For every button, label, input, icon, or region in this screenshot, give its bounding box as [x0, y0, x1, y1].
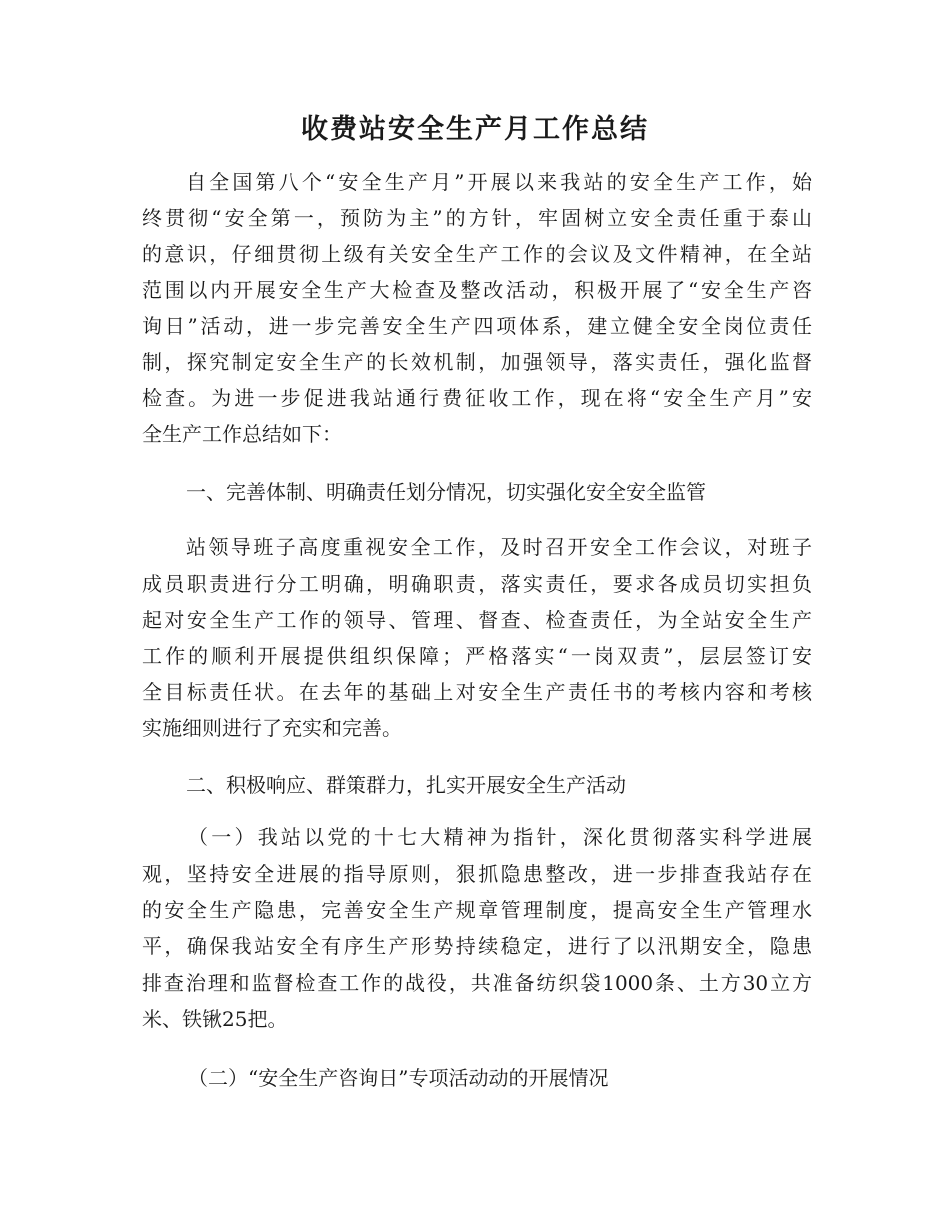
paragraph-3-line-4: 工作的顺利开展提供组织保障；严格落实“一岗双责”，层层签订安	[142, 644, 812, 668]
paragraph-5-line-2: 观，坚持安全进展的指导原则，狠抓隐患整改，进一步排查我站存在	[142, 862, 812, 886]
paragraph-5-line-6: 米、铁锹25把。	[142, 1007, 288, 1031]
paragraph-1-line-4: 范围以内开展安全生产大检查及整改活动，积极开展了“安全生产咨	[142, 278, 812, 302]
paragraph-3-line-3: 起对安全生产工作的领导、管理、督查、检查责任，为全站安全生产	[142, 608, 812, 632]
paragraph-3-line-2: 成员职责进行分工明确，明确职责，落实责任，要求各成员切实担负	[142, 572, 812, 596]
document-title: 收费站安全生产月工作总结	[301, 114, 649, 145]
paragraph-3-line-1: 站领导班子高度重视安全工作，及时召开安全工作会议，对班子	[186, 535, 812, 559]
paragraph-1-line-6: 制，探究制定安全生产的长效机制，加强领导，落实责任，强化监督	[142, 350, 812, 374]
paragraph-5-line-3: 的安全生产隐患，完善安全生产规章管理制度，提高安全生产管理水	[142, 898, 812, 922]
paragraph-1-line-1: 自全国第八个“安全生产月”开展以来我站的安全生产工作，始	[186, 170, 812, 194]
paragraph-5-line-5: 排查治理和监督检查工作的战役，共准备纺织袋1000条、土方30立方	[142, 971, 812, 995]
section-heading-2: 二、积极响应、群策群力，扎实开展安全生产活动	[186, 773, 626, 797]
paragraph-1-line-5: 询日”活动，进一步完善安全生产四项体系，建立健全安全岗位责任	[142, 314, 812, 338]
paragraph-5-line-1: （一）我站以党的十七大精神为指针，深化贯彻落实科学进展	[188, 825, 812, 849]
paragraph-1-line-2: 终贯彻“安全第一，预防为主”的方针，牢固树立安全责任重于泰山	[142, 206, 812, 230]
paragraph-1-line-3: 的意识，仔细贯彻上级有关安全生产工作的会议及文件精神，在全站	[142, 242, 812, 266]
paragraph-1-line-7: 检查。为进一步促进我站通行费征收工作，现在将“安全生产月”安	[142, 386, 812, 410]
paragraph-1-line-8: 全生产工作总结如下：	[142, 422, 342, 446]
paragraph-3-line-5: 全目标责任状。在去年的基础上对安全生产责任书的考核内容和考核	[142, 680, 812, 704]
subsection-heading-2: （二）“安全生产咨询日”专项活动动的开展情况	[188, 1066, 609, 1090]
section-heading-1: 一、完善体制、明确责任划分情况，切实强化安全安全监管	[186, 480, 706, 504]
paragraph-3-line-6: 实施细则进行了充实和完善。	[142, 716, 402, 740]
paragraph-5-line-4: 平，确保我站安全有序生产形势持续稳定，进行了以汛期安全，隐患	[142, 934, 812, 958]
